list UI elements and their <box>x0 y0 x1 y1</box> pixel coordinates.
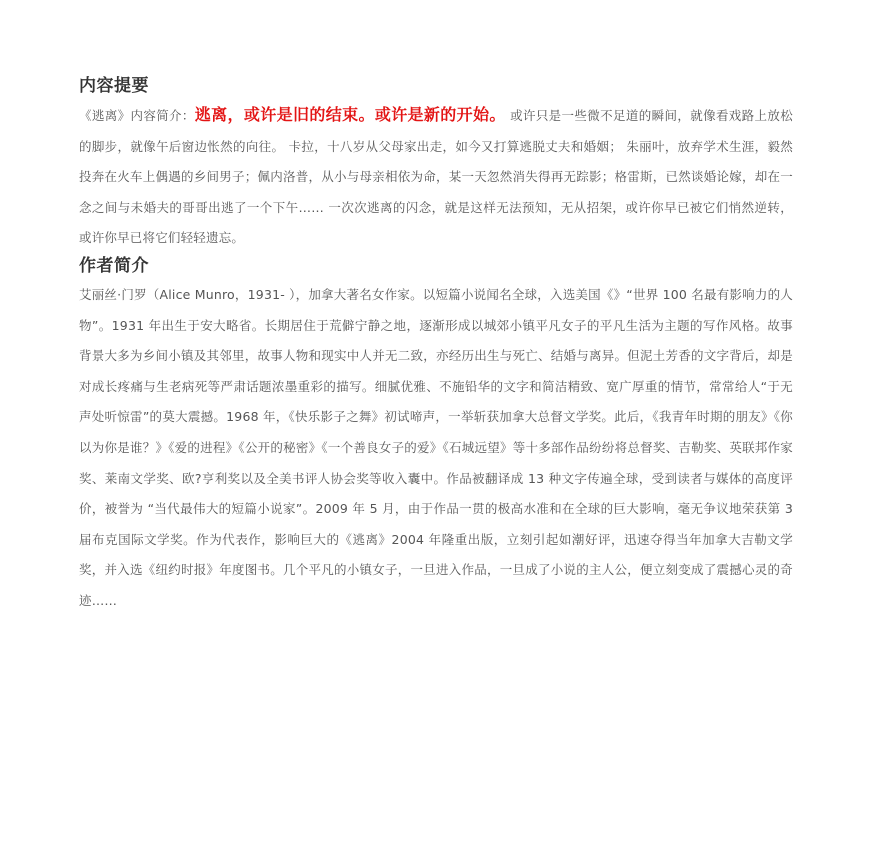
summary-highlight: 逃离，或许是旧的结束。或许是新的开始。 <box>194 105 506 124</box>
summary-heading: 内容提要 <box>79 76 149 96</box>
author-paragraph: 艾丽丝·门罗（Alice Munro，1931- ），加拿大著名女作家。以短篇小说闻名全球，入选美国《》“世界 100 名最有影响力的人物”。1931 年出生于安大略省。长期居住于荒僻宁静之地，逐渐形成以城郊小镇平凡女子的平凡生活为主题的写作风格。故事背景大多为乡间小镇及其邻里，故事人物和现实中人并无二致，亦经历出生与死亡、结婚与离异。但泥土芳香的文字背后，却是对成长疼痛与生老病死等严肃话题浓墨重彩的描写。细腻优雅、不施铅华的文字和简洁精致、宽广厚重的情节，常常给人“于无声处听惊雷”的莫大震撼。1968 年，《快乐影子之舞》初试啼声，一举斩获加拿大总督文学奖。此后，《我青年时期的朋友》《你以为你是谁？》《爱的进程》《公开的秘密》《一个善良女子的爱》《石城远望》等十多部作品纷纷将总督奖、吉勒奖、英联邦作家奖、莱南文学奖、欧?亨利奖以及全美书评人协会奖等收入囊中。作品被翻译成 13 种文字传遍全球，受到读者与媒体的高度评价，被誉为 “当代最伟大的短篇小说家”。2009 年 5 月，由于作品一贯的极高水准和在全球的巨大影响，毫无争议地荣获第 3 届布克国际文学奖。作为代表作，影响巨大的《逃离》2004 年隆重出版，立刻引起如潮好评，迅速夺得当年加拿大吉勒文学奖，并入选《纽约时报》年度图书。几个平凡的小镇女子，一旦进入作品，一旦成了小说的主人公，便立刻变成了震撼心灵的奇迹…… <box>79 286 793 608</box>
summary-body: 或许只是一些微不足道的瞬间，就像看戏路上放松的脚步，就像午后窗边怅然的向往。 卡拉，十八岁从父母家出走，如今又打算逃脱丈夫和婚姻； 朱丽叶，放弃学术生涯，毅然投奔在火车上偶遇的乡间男子；佩内洛普，从小与母亲相依为命，某一天忽然消失得再无踪影；格雷斯，已然谈婚论嫁，却在一念之间与未婚夫的哥哥出逃了一个下午…… 一次次逃离的闪念，就是这样无法预知，无从招架，或许你早已被它们悄然逆转，或许你早已将它们轻轻遗忘。 <box>79 108 793 246</box>
summary-paragraph <box>79 100 793 254</box>
document-page <box>79 72 793 617</box>
summary-lead: 《逃离》内容简介： <box>79 108 195 123</box>
author-heading: 作者简介 <box>79 255 149 276</box>
